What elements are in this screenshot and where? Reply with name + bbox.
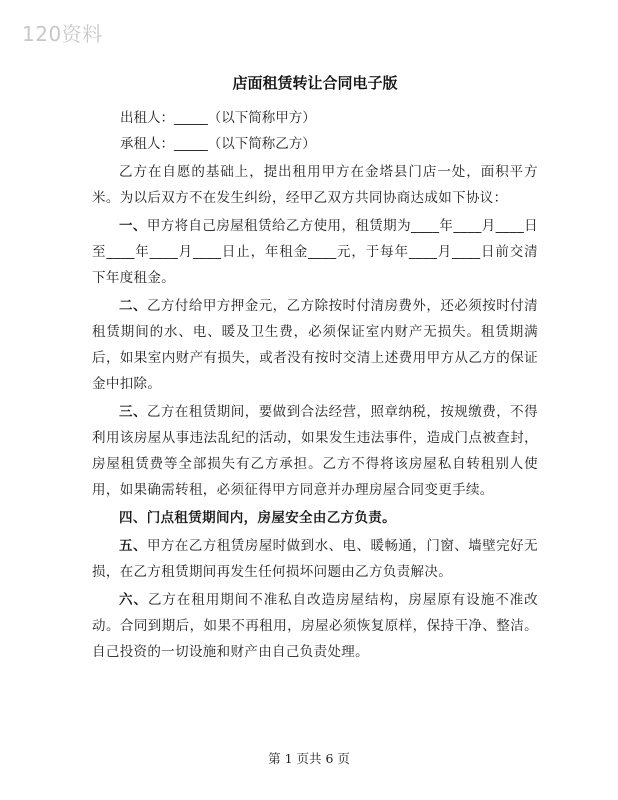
- clause-1: [92, 213, 538, 291]
- clause-2: [92, 293, 538, 397]
- lessor-line: 出租人：_____（以下简称甲方）: [120, 110, 316, 126]
- clause-number: 三、: [119, 404, 147, 420]
- clause-number: 六、: [119, 592, 148, 608]
- clause-text: 乙方在租用期间不准私自改造房屋结构，房屋原有设施不准改动。合同到期后，如果不再租用，房屋必须恢复原样，保持干净、整洁。自己投资的一切设施和财产由自己负责处理。: [92, 592, 539, 660]
- clause-text: 甲方在乙方租赁房屋时做到水、电、暖畅通，门窗、墙壁完好无损，在乙方租赁期间再发生任何损坏问题由乙方负责解决。: [92, 538, 538, 580]
- clause-number: 二、: [119, 298, 147, 314]
- document-page: [92, 70, 538, 665]
- clause-6: [92, 587, 538, 665]
- intro-paragraph: 乙方在自愿的基础上，提出租用甲方在金塔县门店一处，面积平方米。为以后双方不在发生纠纷，经甲乙双方共同协商达成如下协议：: [92, 164, 538, 206]
- page-number: 第 1 页共 6 页: [268, 751, 350, 766]
- clause-3: [92, 399, 538, 503]
- watermark: 120资料: [22, 22, 103, 46]
- clause-number: 一、: [119, 218, 147, 234]
- clause-number: 五、: [119, 538, 147, 554]
- clause-5: [92, 533, 538, 585]
- clause-text: 乙方付给甲方押金元，乙方除按时付清房费外，还必须按时付清租赁期间的水、电、暖及卫生费，必须保证室内财产无损失。租赁期满后，如果室内财产有损失，或者没有按时交清上述费用甲方从乙方的保证金中扣除。: [92, 298, 538, 392]
- clause-text: 甲方将自己房屋租赁给乙方使用，租赁期为____年____月____日至____年____月____日止，年租金____元，于每年____月____日前交清下年度租金。: [92, 218, 538, 286]
- lessee-line: 承租人：_____（以下简称乙方）: [120, 136, 316, 152]
- document-title: 店面租赁转让合同电子版: [232, 74, 398, 92]
- clause-4: 四、门点租赁期间内，房屋安全由乙方负责。: [119, 510, 396, 526]
- clause-text: 乙方在租赁期间，要做到合法经营，照章纳税，按规缴费，不得利用该房屋从事违法乱纪的活动，如果发生违法事件，造成门点被查封，房屋租赁费等全部损失有乙方承担。乙方不得将该房屋私自转租别人使用，如果确需转租，必须征得甲方同意并办理房屋合同变更手续。: [92, 404, 538, 498]
